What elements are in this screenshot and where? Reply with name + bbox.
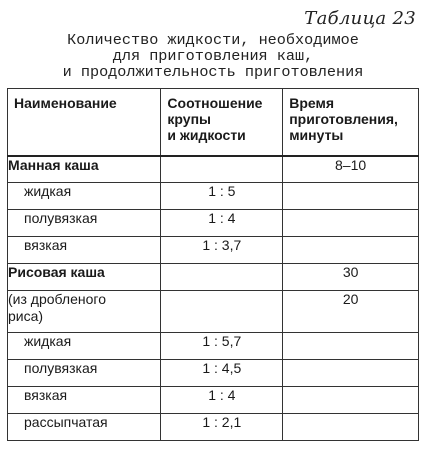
row-name: вязкая	[8, 237, 161, 264]
header-time-line: Время	[289, 95, 334, 111]
row-time	[283, 414, 419, 441]
header-time-line: минуты	[289, 127, 344, 143]
row-time	[283, 387, 419, 414]
header-name	[8, 89, 161, 156]
table-number: Таблица 23	[304, 8, 416, 29]
header-name-text: Наименование	[14, 95, 117, 111]
caption-line: для приготовления каш,	[112, 47, 314, 65]
row-name: полувязкая	[8, 360, 161, 387]
header-ratio-line: крупы	[167, 111, 211, 127]
caption-line: Количество жидкости, необходимое	[67, 31, 359, 49]
row-time: 8–10	[283, 156, 419, 183]
row-ratio: 1 : 4	[161, 210, 283, 237]
row-name: Рисовая каша	[8, 264, 161, 291]
table-row	[8, 237, 419, 264]
header-time-line: приготовления,	[289, 111, 398, 127]
row-ratio: 1 : 4	[161, 387, 283, 414]
header-row	[8, 89, 419, 156]
row-time: 20	[283, 291, 419, 333]
row-time	[283, 210, 419, 237]
header-ratio-line: Соотношение	[167, 95, 263, 111]
row-name: жидкая	[8, 183, 161, 210]
row-ratio: 1 : 4,5	[161, 360, 283, 387]
table-row	[8, 264, 419, 291]
row-name-line: риса)	[8, 308, 44, 324]
table-caption	[0, 32, 426, 80]
row-time: 30	[283, 264, 419, 291]
caption-line: и продолжительность приготовления	[62, 63, 364, 81]
row-time	[283, 333, 419, 360]
row-name: Манная каша	[8, 156, 161, 183]
row-ratio: 1 : 2,1	[161, 414, 283, 441]
table-row	[8, 156, 419, 183]
row-name	[8, 291, 161, 333]
header-ratio-line: и жидкости	[167, 127, 246, 143]
row-name: полувязкая	[8, 210, 161, 237]
row-ratio: 1 : 5,7	[161, 333, 283, 360]
row-ratio	[161, 264, 283, 291]
table-row	[8, 183, 419, 210]
table-row	[8, 333, 419, 360]
row-name: рассыпчатая	[8, 414, 161, 441]
row-ratio: 1 : 3,7	[161, 237, 283, 264]
row-name: вязкая	[8, 387, 161, 414]
row-name-line: (из дробленого	[8, 291, 106, 307]
table-row	[8, 414, 419, 441]
row-name: жидкая	[8, 333, 161, 360]
table-row	[8, 360, 419, 387]
table-row	[8, 387, 419, 414]
row-ratio	[161, 156, 283, 183]
row-ratio: 1 : 5	[161, 183, 283, 210]
row-time	[283, 183, 419, 210]
row-ratio	[161, 291, 283, 333]
header-time	[283, 89, 419, 156]
table-row	[8, 210, 419, 237]
header-ratio	[161, 89, 283, 156]
table-row	[8, 291, 419, 333]
row-time	[283, 237, 419, 264]
row-time	[283, 360, 419, 387]
porridge-table	[7, 88, 419, 441]
